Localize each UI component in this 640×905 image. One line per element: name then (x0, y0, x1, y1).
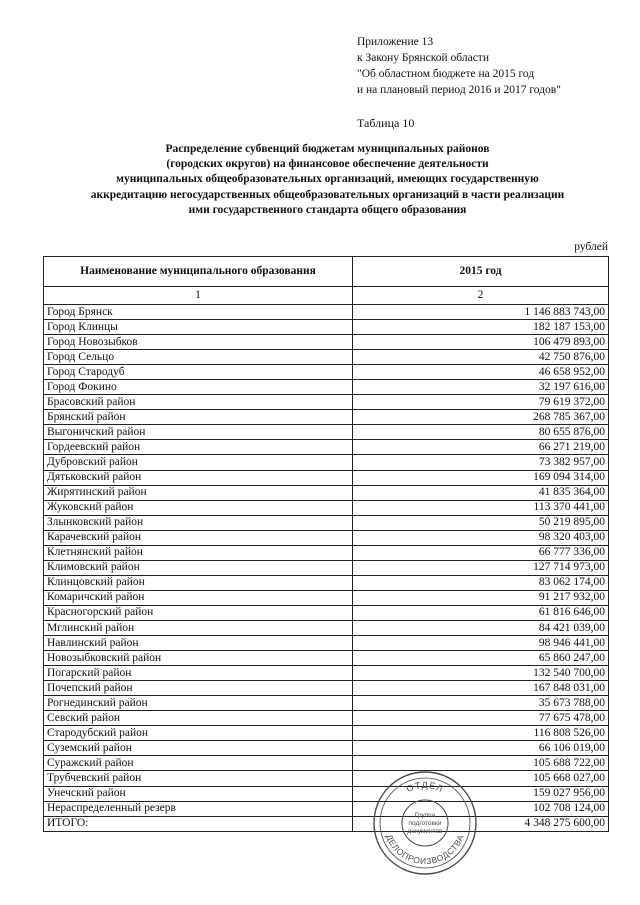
appendix-header (357, 34, 617, 98)
table-row (44, 335, 609, 350)
table-row (44, 485, 609, 500)
municipality-name: Карачевский район (44, 530, 353, 545)
distribution-table (43, 256, 609, 832)
appendix-line: и на плановый период 2016 и 2017 годов" (357, 84, 561, 96)
municipality-name: Унечский район (44, 786, 353, 801)
table-row (44, 620, 609, 635)
table-row (44, 636, 609, 651)
table-row (44, 500, 609, 515)
subvention-amount: 116 808 526,00 (353, 726, 609, 741)
subvention-amount: 42 750 876,00 (353, 350, 609, 365)
municipality-name: Нераспределенный резерв (44, 801, 353, 816)
document-title (40, 142, 615, 218)
subvention-amount: 77 675 478,00 (353, 711, 609, 726)
table-row (44, 455, 609, 470)
subvention-amount: 80 655 876,00 (353, 425, 609, 440)
subvention-amount: 105 688 722,00 (353, 756, 609, 771)
subvention-amount: 35 673 788,00 (353, 696, 609, 711)
subvention-amount: 159 027 956,00 (353, 786, 609, 801)
subvention-amount: 98 320 403,00 (353, 530, 609, 545)
subvention-amount: 169 094 314,00 (353, 470, 609, 485)
subvention-amount: 65 860 247,00 (353, 651, 609, 666)
title-line: Распределение субвенций бюджетам муниципальных районов (165, 143, 490, 155)
stamp-center-line: Группа (414, 812, 436, 819)
municipality-name: Новозыбковский район (44, 651, 353, 666)
table-row (44, 560, 609, 575)
subvention-amount: 66 777 336,00 (353, 545, 609, 560)
subvention-amount: 41 835 364,00 (353, 485, 609, 500)
table-row (44, 320, 609, 335)
table-row (44, 651, 609, 666)
table-row (44, 666, 609, 681)
municipality-name: Дубровский район (44, 455, 353, 470)
municipality-name: Злынковский район (44, 515, 353, 530)
appendix-line: Приложение 13 (357, 36, 434, 48)
subvention-amount: 32 197 616,00 (353, 380, 609, 395)
table-row (44, 696, 609, 711)
subvention-amount: 182 187 153,00 (353, 320, 609, 335)
municipality-name: Брасовский район (44, 395, 353, 410)
table-row (44, 440, 609, 455)
municipality-name: Гордеевский район (44, 440, 353, 455)
title-line: ими государственного стандарта общего образования (188, 203, 467, 216)
municipality-name: Город Клинцы (44, 320, 353, 335)
municipality-name: ИТОГО: (44, 816, 353, 831)
table-row (44, 590, 609, 605)
units-label: рублей (574, 241, 608, 253)
table-row (44, 425, 609, 440)
subvention-amount: 50 219 895,00 (353, 515, 609, 530)
municipality-name: Красногорский район (44, 605, 353, 620)
municipality-name: Жуковский район (44, 500, 353, 515)
subvention-amount: 268 785 367,00 (353, 410, 609, 425)
municipality-name: Стародубский район (44, 726, 353, 741)
municipality-name: Комаричский район (44, 590, 353, 605)
stamp-ring-top: ОТДЕЛ (404, 779, 446, 795)
table-row (44, 380, 609, 395)
table-row (44, 801, 609, 816)
subvention-amount: 66 106 019,00 (353, 741, 609, 756)
table-row (44, 726, 609, 741)
table-row (44, 530, 609, 545)
municipality-name: Суражский район (44, 756, 353, 771)
subvention-amount: 84 421 039,00 (353, 620, 609, 635)
table-row (44, 575, 609, 590)
column-number: 1 (44, 287, 353, 305)
municipality-name: Город Стародуб (44, 365, 353, 380)
municipality-name: Брянский район (44, 410, 353, 425)
table-row (44, 605, 609, 620)
municipality-name: Город Сельцо (44, 350, 353, 365)
subvention-amount: 79 619 372,00 (353, 395, 609, 410)
table-number: Таблица 10 (357, 116, 415, 130)
column-number-row (44, 287, 609, 305)
subvention-amount: 105 668 027,00 (353, 771, 609, 786)
subvention-amount: 1 146 883 743,00 (353, 305, 609, 320)
municipality-name: Жирятинский район (44, 485, 353, 500)
title-line: аккредитацию негосударственных общеобразовательных организаций в части реализации (90, 188, 565, 201)
table-row (44, 786, 609, 801)
subvention-amount: 98 946 441,00 (353, 636, 609, 651)
table-row (44, 470, 609, 485)
column-number: 2 (353, 287, 609, 305)
subvention-amount: 113 370 441,00 (353, 500, 609, 515)
table-header-row (44, 257, 609, 287)
table-row (44, 350, 609, 365)
table-total-row (44, 816, 609, 831)
table-row (44, 365, 609, 380)
subvention-amount: 127 714 973,00 (353, 560, 609, 575)
subvention-amount: 61 816 646,00 (353, 605, 609, 620)
subvention-amount: 46 658 952,00 (353, 365, 609, 380)
subvention-amount: 106 479 893,00 (353, 335, 609, 350)
municipality-name: Рогнединский район (44, 696, 353, 711)
subvention-amount: 73 382 957,00 (353, 455, 609, 470)
municipality-name: Севский район (44, 711, 353, 726)
municipality-name: Погарский район (44, 666, 353, 681)
subvention-amount: 167 848 031,00 (353, 681, 609, 696)
subvention-amount: 102 708 124,00 (353, 801, 609, 816)
subvention-amount: 83 062 174,00 (353, 575, 609, 590)
table-row (44, 711, 609, 726)
table-row (44, 681, 609, 696)
subvention-amount: 132 540 700,00 (353, 666, 609, 681)
municipality-name: Мглинский район (44, 620, 353, 635)
municipality-name: Выгоничский район (44, 425, 353, 440)
table-row (44, 756, 609, 771)
table-row (44, 545, 609, 560)
municipality-name: Трубчевский район (44, 771, 353, 786)
subvention-amount: 4 348 275 600,00 (353, 816, 609, 831)
table-row (44, 395, 609, 410)
municipality-name: Город Фокино (44, 380, 353, 395)
appendix-line: к Закону Брянской области (357, 52, 489, 64)
office-stamp (372, 770, 478, 876)
table-row (44, 741, 609, 756)
stamp-ring-bottom: ДЕЛОПРОИЗВОДСТВА (384, 832, 466, 867)
table-row (44, 771, 609, 786)
table-row (44, 410, 609, 425)
municipality-name: Город Новозыбков (44, 335, 353, 350)
subvention-amount: 66 271 219,00 (353, 440, 609, 455)
municipality-name: Город Брянск (44, 305, 353, 320)
municipality-name: Клетнянский район (44, 545, 353, 560)
table-row (44, 515, 609, 530)
municipality-name: Суземский район (44, 741, 353, 756)
title-line: муниципальных общеобразовательных организаций, имеющих государственную (116, 173, 539, 186)
appendix-line: "Об областном бюджете на 2015 год (357, 68, 535, 80)
municipality-name: Навлинский район (44, 636, 353, 651)
municipality-name: Дятьковский район (44, 470, 353, 485)
stamp-center-line: подготовки (408, 820, 442, 827)
header-municipality: Наименование муниципального образования (44, 257, 353, 287)
title-line: (городских округов) на финансовое обеспечение деятельности (166, 158, 489, 171)
municipality-name: Клинцовский район (44, 575, 353, 590)
municipality-name: Почепский район (44, 681, 353, 696)
header-year: 2015 год (353, 257, 609, 287)
subvention-amount: 91 217 932,00 (353, 590, 609, 605)
municipality-name: Климовский район (44, 560, 353, 575)
stamp-center-line: документов (407, 828, 443, 835)
table-row (44, 305, 609, 320)
